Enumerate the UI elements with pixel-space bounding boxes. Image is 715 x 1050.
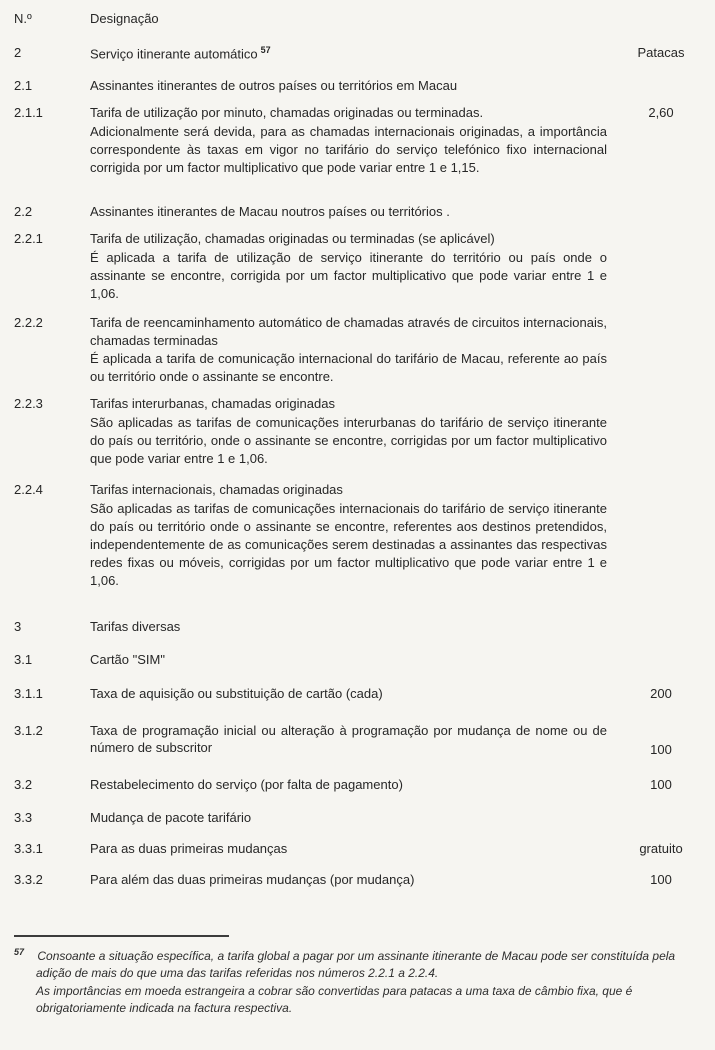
row-description <box>90 809 619 827</box>
row-description <box>90 871 619 889</box>
tariff-row <box>14 871 703 889</box>
tariff-row <box>14 776 703 794</box>
row-title: Para além das duas primeiras mudanças (por mudança) <box>90 872 415 888</box>
footnote-ref-marker: 57 <box>14 947 25 958</box>
tariff-row <box>14 722 703 759</box>
row-number: 3 <box>14 618 22 634</box>
row-title: Mudança de pacote tarifário <box>90 810 252 826</box>
footnote-divider <box>14 935 229 937</box>
tariff-row <box>14 104 703 177</box>
row-description <box>90 618 619 636</box>
tariff-row <box>14 44 703 63</box>
footnote-text-1: Consoante a situação específica, a tarifa global a pagar por um assinante itinerante de Macau pode ser constituída pela adição de mais do que uma das tarifas referidas nos números 2.2.1 a 2.2.4. <box>36 949 676 981</box>
row-description <box>90 44 619 63</box>
row-body-text: É aplicada a tarifa de comunicação internacional do tarifário de Macau, referente ao país ou território onde o assinante se encontre. <box>90 351 607 385</box>
row-title: Tarifa de reencaminhamento automático de chamadas através de circuitos internacionais, chamadas terminadas <box>90 314 607 348</box>
row-number: 2.2 <box>14 203 33 219</box>
row-title: Cartão "SIM" <box>90 651 165 667</box>
row-number: 2.2.3 <box>14 396 43 412</box>
row-number: 3.2 <box>14 777 33 793</box>
tariff-row <box>14 314 703 387</box>
tariff-row <box>14 651 703 669</box>
row-title: Tarifas interurbanas, chamadas originadas <box>90 396 335 412</box>
footnote-paragraph-2: As importâncias em moeda estrangeira a cobrar são convertidas para patacas a uma taxa de câmbio fixa, que é obrigatoriamente indicada na factura respectiva. <box>36 984 633 1016</box>
row-description <box>90 77 619 95</box>
row-description <box>90 230 619 303</box>
row-footnote-ref: 57 <box>260 44 271 55</box>
row-number: 2.1 <box>14 78 33 94</box>
row-title: Taxa de aquisição ou substituição de cartão (cada) <box>90 685 383 701</box>
tariff-row <box>14 618 703 636</box>
tariff-row <box>14 809 703 827</box>
column-header-designation-wrap <box>90 10 619 28</box>
row-title: Para as duas primeiras mudanças <box>90 841 288 857</box>
row-number: 3.1.1 <box>14 685 43 701</box>
table-header-row <box>14 10 703 28</box>
row-title: Tarifa de utilização, chamadas originadas ou terminadas (se aplicável) <box>90 230 495 246</box>
row-number: 3.3.2 <box>14 872 43 888</box>
column-header-number: N.º <box>14 11 32 26</box>
row-number: 2.2.1 <box>14 230 43 246</box>
row-description <box>90 651 619 669</box>
row-description <box>90 314 619 387</box>
row-number: 2.2.2 <box>14 314 43 330</box>
row-number: 3.3.1 <box>14 841 43 857</box>
tariff-row <box>14 395 703 468</box>
row-title: Tarifas diversas <box>90 618 181 634</box>
row-title: Tarifa de utilização por minuto, chamadas originadas ou terminadas. <box>90 105 484 121</box>
row-number: 3.3 <box>14 810 33 826</box>
row-value: 100 <box>650 777 672 793</box>
row-value: 200 <box>650 685 672 701</box>
tariff-row <box>14 685 703 703</box>
row-value: Patacas <box>637 44 685 60</box>
row-title: Assinantes itinerantes de outros países ou territórios em Macau <box>90 78 458 94</box>
tariff-row <box>14 840 703 858</box>
row-value: 100 <box>650 741 672 757</box>
row-title: Tarifas internacionais, chamadas originadas <box>90 482 343 498</box>
row-title: Serviço itinerante automático <box>90 46 258 62</box>
tariff-row <box>14 203 703 221</box>
row-number: 2.2.4 <box>14 482 43 498</box>
row-number: 3.1.2 <box>14 722 43 738</box>
row-description <box>90 840 619 858</box>
tariff-row <box>14 77 703 95</box>
row-value: 100 <box>650 872 672 888</box>
row-description <box>90 104 619 177</box>
row-number: 2.1.1 <box>14 105 43 121</box>
row-number: 3.1 <box>14 651 33 667</box>
column-header-designation: Designação <box>90 11 159 26</box>
footnote-paragraph-1 <box>14 946 703 982</box>
row-body-text: Adicionalmente será devida, para as chamadas internacionais originadas, a importância correspondente às taxas em vigor no tarifário do serviço telefónico fixo internacional corrigida por um factor multiplicativo que pode variar entre 1 e 1,15. <box>90 124 607 175</box>
row-body-text: São aplicadas as tarifas de comunicações internacionais do tarifário de serviço itinerante do país ou território onde o assinante se encontre, referentes aos destinos pretendidos, independentemente de as comunicações serem destinadas a assinantes das respectivas redes fixas ou móveis, corrigidas por um factor multiplicativo que pode variar entre 1 e 1,06. <box>90 501 607 588</box>
row-title: Restabelecimento do serviço (por falta de pagamento) <box>90 777 403 793</box>
row-description <box>90 685 619 703</box>
row-value: 2,60 <box>648 105 674 121</box>
row-number: 2 <box>14 44 22 60</box>
row-description <box>90 481 619 590</box>
row-description <box>90 203 619 221</box>
row-body-text: É aplicada a tarifa de utilização de serviço itinerante do território ou país onde o assinante se encontre, corrigida por um factor multiplicativo que pode variar entre 1 e 1,06. <box>90 249 607 301</box>
footnote-section <box>14 935 703 1017</box>
row-description <box>90 722 619 758</box>
row-description <box>90 776 619 794</box>
row-value: gratuito <box>639 841 683 857</box>
row-title: Taxa de programação inicial ou alteração à programação por mudança de nome ou de número de subscritor <box>90 722 607 756</box>
tariff-row <box>14 481 703 590</box>
row-description <box>90 395 619 468</box>
row-title: Assinantes itinerantes de Macau noutros países ou territórios . <box>90 203 450 219</box>
tariff-rows <box>14 44 703 889</box>
row-body-text: São aplicadas as tarifas de comunicações interurbanas do tarifário de serviço itinerante do país ou território, onde o assinante se encontre, corrigidas por um factor multiplicativo que pode variar entre 1 e 1,06. <box>90 415 607 467</box>
tariff-row <box>14 230 703 303</box>
